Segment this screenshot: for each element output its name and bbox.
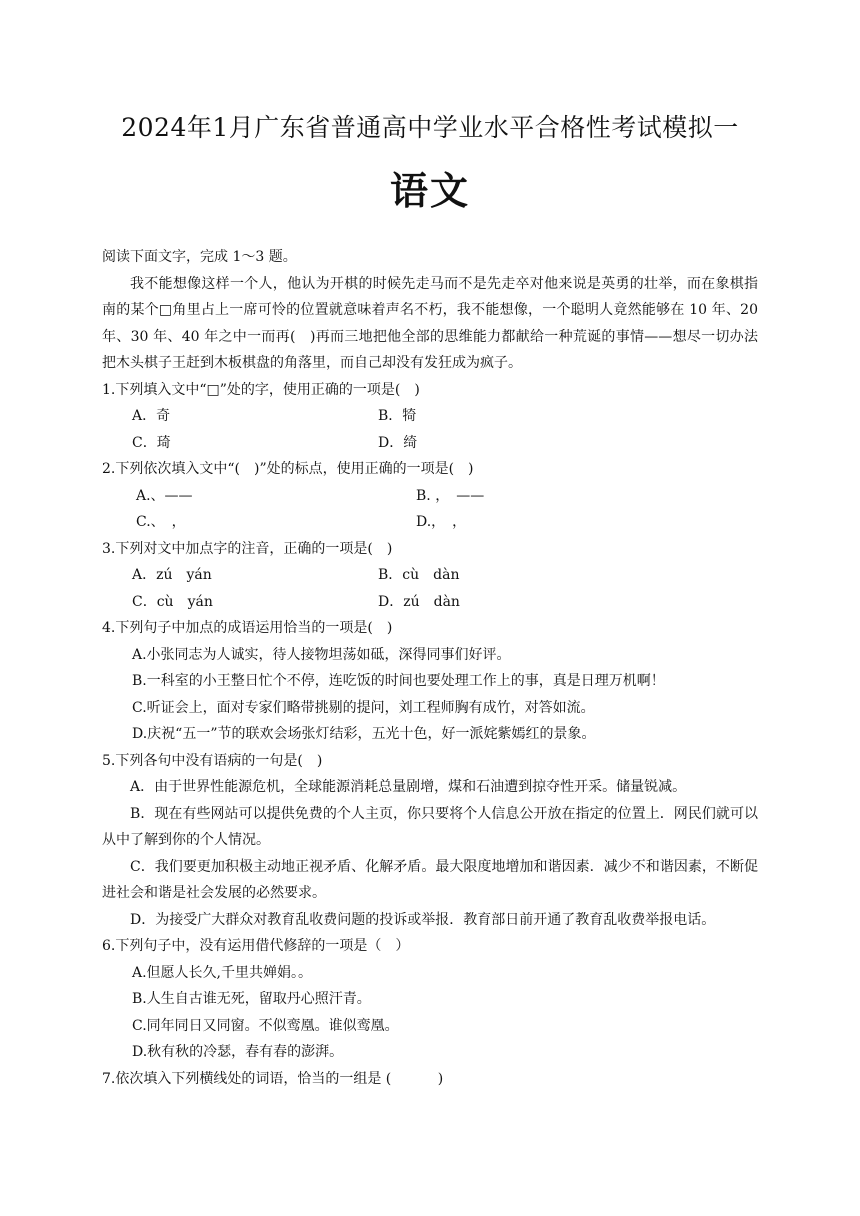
question-3-option-d: D．zú dàn (378, 593, 460, 610)
question-3-stem: 3.下列对文中加点字的注音，正确的一项是( ) (102, 540, 393, 557)
reading-instruction: 阅读下面文字，完成 1～3 题。 (102, 249, 297, 265)
question-5-option-c: C．我们要更加积极主动地正视矛盾、化解矛盾。最大限度地增加和谐因素．减少不和谐因素，不断促进社会和谐是社会发展的必然要求。 (102, 858, 758, 901)
question-2-options-row-1 (102, 483, 758, 510)
question-1-option-c: C．琦 (132, 434, 171, 451)
question-1-option-a: A．奇 (132, 408, 171, 424)
question-7-stem: 7.依次填入下列横线处的词语，恰当的一组是 ( ) (102, 1070, 444, 1087)
question-2-option-d: D.， ， (416, 514, 467, 530)
question-5-option-b: B．现在有些网站可以提供免费的个人主页，你只要将个人信息公开放在指定的位置上．网民们就可以从中了解到你的个人情况。 (102, 805, 758, 848)
question-1-option-b: B．犄 (378, 408, 417, 424)
question-3-options-row-2 (102, 589, 758, 616)
exam-title: 2024年1月广东省普通高中学业水平合格性考试模拟一 (121, 113, 739, 142)
question-6-option-c: C.同年同日又同窗。不似鸾凰。谁似鸾凰。 (132, 1017, 399, 1034)
question-2-option-c: C.、 ， (136, 514, 186, 530)
question-3-options-row-1 (102, 562, 758, 589)
question-5-option-d: D．为接受广大群众对教育乱收费问题的投诉或举报．教育部日前开通了教育乱收费举报电话。 (130, 911, 716, 928)
question-4-stem: 4.下列句子中加点的成语运用恰当的一项是( ) (102, 620, 393, 636)
question-6-stem: 6.下列句子中，没有运用借代修辞的一项是（ ） (102, 938, 410, 954)
question-2-option-b: B. ， —— (416, 487, 485, 504)
question-6-option-d: D.秋有秋的冷瑟，春有春的澎湃。 (132, 1044, 344, 1060)
question-1-options-row-1 (102, 403, 758, 430)
question-2-stem: 2.下列依次填入文中“( )”处的标点，使用正确的一项是( ) (102, 461, 474, 477)
subject-heading: 语文 (389, 168, 470, 213)
question-4-option-d: D.庆祝“五一”节的联欢会场张灯结彩，五光十色，好一派姹紫嫣红的景象。 (132, 726, 596, 742)
question-3-option-b: B．cù dàn (378, 567, 460, 583)
question-6-option-a: A.但愿人长久,千里共婵娟。。 (132, 964, 313, 981)
question-4-option-a: A.小张同志为人诚实，待人接物坦荡如砥，深得同事们好评。 (132, 646, 511, 663)
question-3-option-a: A．zú yán (132, 567, 212, 583)
exam-content (102, 244, 758, 1092)
question-5-option-a: A．由于世界性能源危机，全球能源消耗总量剧增，煤和石油遭到掠夺性开采。储量锐减。 (130, 779, 687, 795)
question-4-option-c: C.听证会上，面对专家们略带挑剔的提问，刘工程师胸有成竹，对答如流。 (132, 699, 595, 716)
question-2-option-a: A.、—— (136, 487, 193, 504)
question-1-option-d: D．绮 (378, 434, 418, 451)
question-4-option-b: B.一科室的小王整日忙个不停，连吃饭的时间也要处理工作上的事，真是日理万机啊！ (132, 673, 665, 689)
question-2-options-row-2 (102, 509, 758, 536)
question-3-option-c: C．cù yán (132, 593, 213, 610)
reading-passage: 我不能想像这样一个人，他认为开棋的时候先走马而不是先走卒对他来说是英勇的壮举，而在象棋指南的某个□角里占上一席可怜的位置就意味着声名不朽，我不能想像，一个聪明人竟然能够在 10 年、20 年、30 年、40 年之中一而再( )再而三地把他全部的思维能力都献给一种荒诞的事情——想尽一切办法把木头棋子王赶到木板棋盘的角落里，而自己却没有发狂成为疯子。 (102, 275, 758, 371)
question-1-stem: 1.下列填入文中“□”处的字，使用正确的一项是( ) (102, 381, 420, 398)
question-5-stem: 5.下列各句中没有语病的一句是( ) (102, 752, 323, 769)
question-1-options-row-2 (102, 430, 758, 457)
question-6-option-b: B.人生自古谁无死，留取丹心照汗青。 (132, 991, 371, 1007)
